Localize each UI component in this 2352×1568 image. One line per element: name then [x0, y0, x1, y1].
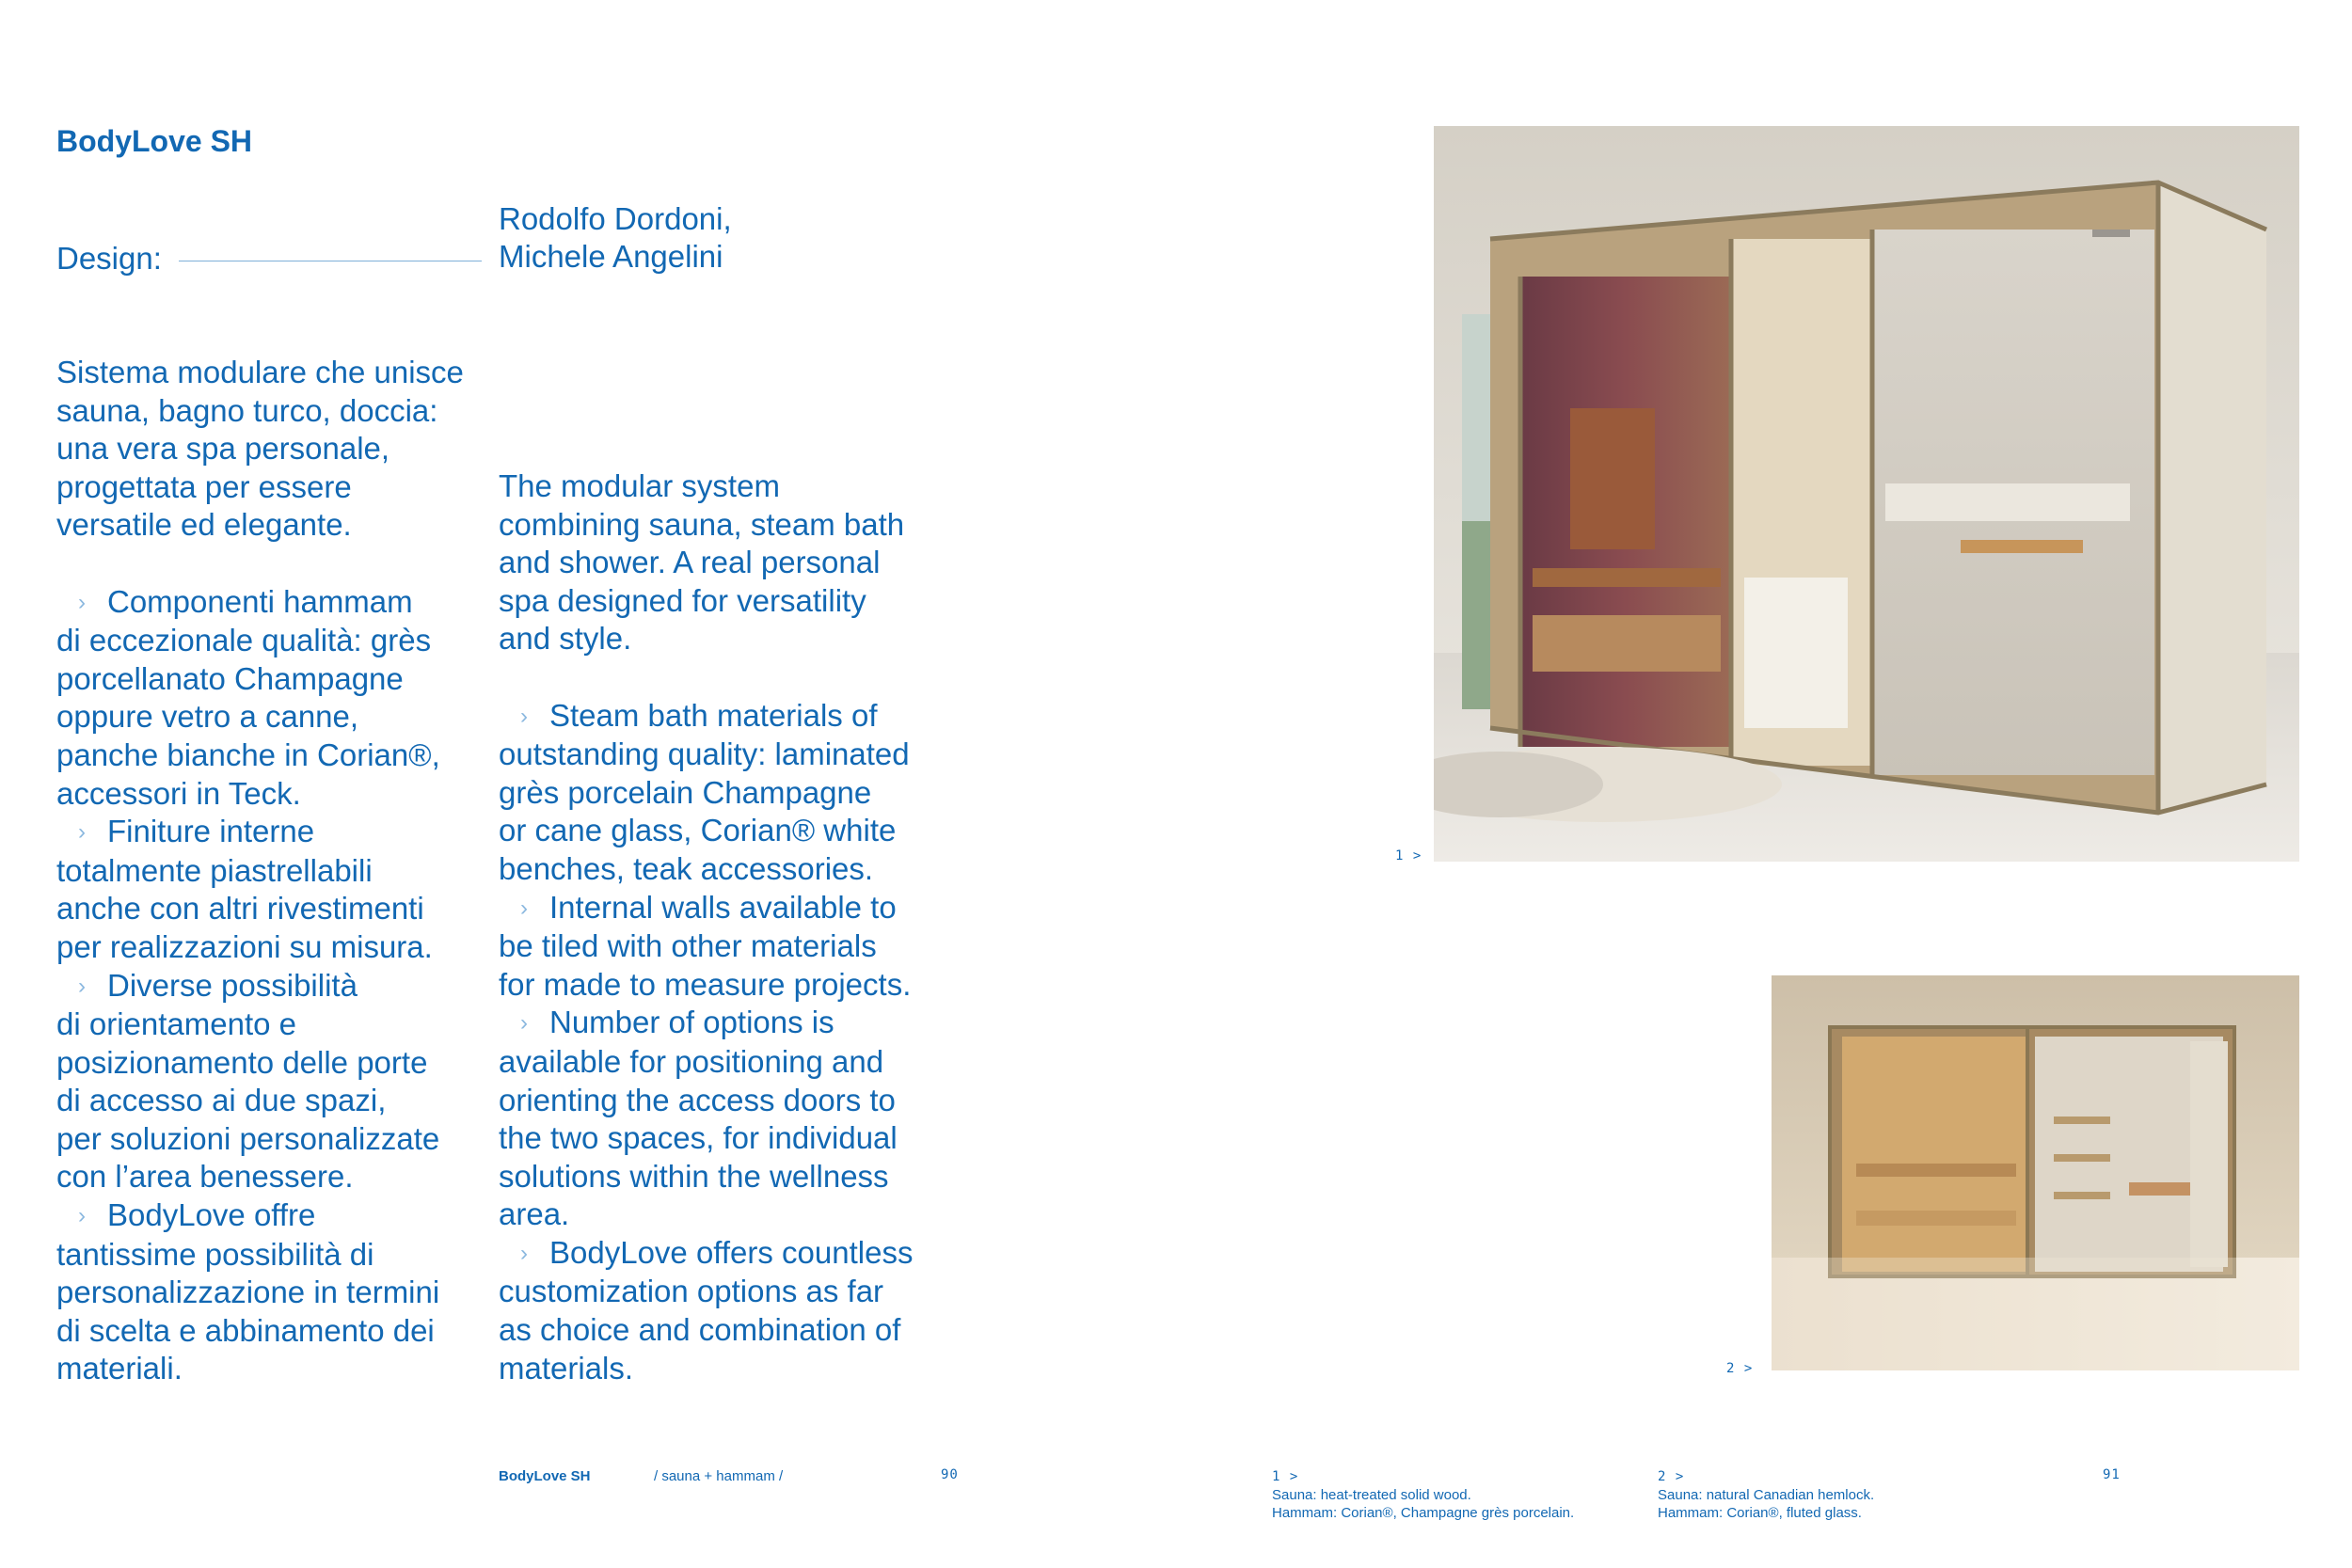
text-line: di eccezionale qualità: grès: [56, 623, 432, 658]
footer-category: / sauna + hammam /: [654, 1468, 784, 1484]
text-line: solutions within the wellness: [499, 1158, 889, 1194]
text-line: Finiture interne: [107, 814, 315, 849]
bullet-chevron-icon: ›: [78, 589, 86, 615]
text-line: or cane glass, Corian® white: [499, 813, 897, 848]
english-description: [499, 467, 950, 1387]
text-line: totalmente piastrellabili: [56, 852, 373, 888]
sauna-hammam-photo-1: [1434, 126, 2299, 862]
bullet-chevron-icon: ›: [78, 973, 86, 999]
sauna-hammam-photo-2-image: [1772, 975, 2299, 1370]
text-line: anche con altri rivestimenti: [56, 891, 424, 927]
text-line: panche bianche in Corian®,: [56, 736, 440, 772]
designer-name: Rodolfo Dordoni,: [499, 201, 732, 236]
product-title: BodyLove SH: [56, 124, 253, 158]
text-line: Sistema modulare che unisce: [56, 355, 464, 389]
bullet-chevron-icon: ›: [520, 1240, 528, 1266]
caption-line: Hammam: Corian®, fluted glass.: [1658, 1505, 1862, 1521]
caption-marker: 1 >: [1272, 1469, 1299, 1484]
italian-description: [56, 354, 489, 1388]
text-line: The modular system: [499, 468, 780, 503]
text-line: con l’area benessere.: [56, 1159, 354, 1195]
text-line: progettata per essere: [56, 468, 352, 504]
text-line: oppure vetro a canne,: [56, 699, 359, 735]
text-line: customization options as far: [499, 1274, 884, 1309]
sauna-hammam-photo-2: [1772, 975, 2299, 1370]
text-line: accessori in Teck.: [56, 775, 301, 811]
caption-line: Hammam: Corian®, Champagne grès porcelain.: [1272, 1505, 1575, 1521]
text-line: grès porcelain Champagne: [499, 774, 872, 810]
text-line: available for positioning and: [499, 1043, 884, 1079]
text-line: materiali.: [56, 1351, 183, 1386]
sauna-hammam-photo-1-image: [1434, 126, 2299, 862]
design-label: Design:: [56, 241, 162, 276]
text-line: Steam bath materials of: [549, 697, 878, 733]
text-line: combining sauna, steam bath: [499, 506, 905, 542]
text-line: Componenti hammam: [107, 583, 413, 619]
text-line: materials.: [499, 1350, 634, 1386]
text-line: porcellanato Champagne: [56, 660, 404, 696]
bullet-chevron-icon: ›: [520, 1010, 528, 1037]
bullet-chevron-icon: ›: [78, 1203, 86, 1229]
bullet-chevron-icon: ›: [520, 895, 528, 921]
text-line: di accesso ai due spazi,: [56, 1083, 387, 1118]
text-line: tantissime possibilità di: [56, 1236, 374, 1272]
text-line: BodyLove offre: [107, 1197, 316, 1233]
text-line: area.: [499, 1196, 570, 1232]
text-line: di orientamento e: [56, 1006, 296, 1042]
text-line: posizionamento delle porte: [56, 1044, 428, 1080]
text-line: Number of options is: [549, 1005, 834, 1040]
text-line: outstanding quality: laminated: [499, 736, 910, 772]
text-line: spa designed for versatility: [499, 582, 866, 618]
text-line: and style.: [499, 621, 632, 657]
caption-marker: 2 >: [1658, 1469, 1685, 1484]
caption-2: [1658, 1468, 1874, 1522]
page-number-right: 91: [2103, 1467, 2121, 1482]
caption-1: [1272, 1468, 1574, 1522]
caption-line: Sauna: heat-treated solid wood.: [1272, 1487, 1471, 1503]
text-line: the two spaces, for individual: [499, 1120, 898, 1156]
text-line: per soluzioni personalizzate: [56, 1120, 440, 1156]
text-line: orienting the access doors to: [499, 1082, 896, 1117]
text-line: per realizzazioni su misura.: [56, 928, 433, 964]
text-line: versatile ed elegante.: [56, 507, 352, 543]
caption-line: Sauna: natural Canadian hemlock.: [1658, 1487, 1875, 1503]
text-line: Diverse possibilità: [107, 967, 358, 1003]
text-line: for made to measure projects.: [499, 966, 912, 1002]
text-line: be tiled with other materials: [499, 928, 877, 964]
footer-product-name: BodyLove SH: [499, 1468, 591, 1484]
text-line: una vera spa personale,: [56, 431, 390, 467]
image-marker-2: 2 >: [1726, 1361, 1754, 1376]
page-number-left: 90: [941, 1467, 959, 1482]
designer-name: Michele Angelini: [499, 239, 723, 274]
designers: [499, 200, 732, 276]
text-line: sauna, bagno turco, doccia:: [56, 392, 438, 428]
image-marker-1: 1 >: [1395, 848, 1422, 863]
text-line: Internal walls available to: [549, 889, 897, 925]
text-line: as choice and combination of: [499, 1312, 901, 1348]
text-line: benches, teak accessories.: [499, 850, 874, 886]
text-line: BodyLove offers countless: [549, 1234, 914, 1270]
text-line: and shower. A real personal: [499, 545, 881, 580]
bullet-chevron-icon: ›: [78, 819, 86, 846]
text-line: di scelta e abbinamento dei: [56, 1312, 435, 1348]
bullet-chevron-icon: ›: [520, 703, 528, 729]
text-line: personalizzazione in termini: [56, 1275, 440, 1310]
